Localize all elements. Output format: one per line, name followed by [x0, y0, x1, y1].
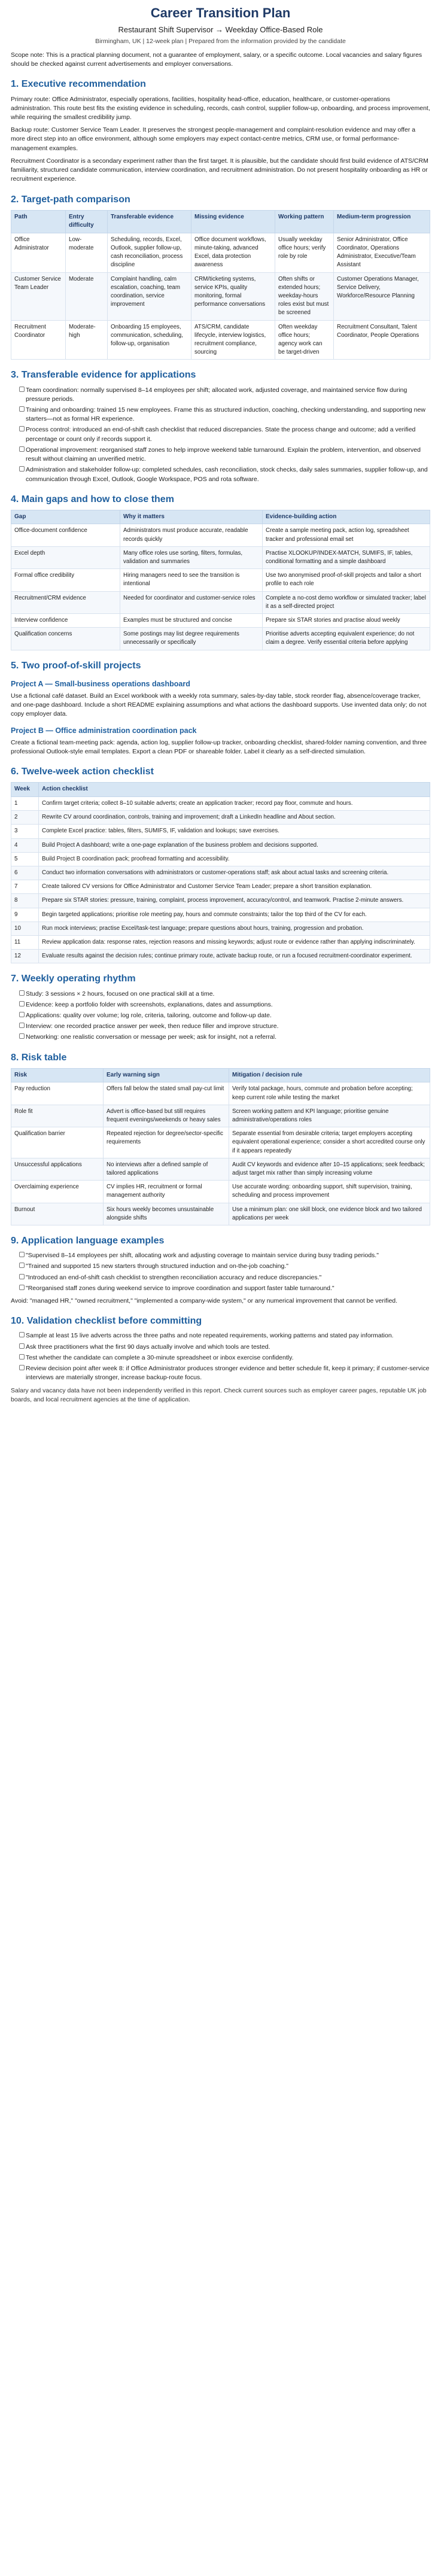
table-header: Early warning sign	[104, 1068, 229, 1082]
table-cell: 6	[11, 866, 39, 880]
table-cell: Six hours weekly becomes unsustainable alongside shifts	[104, 1203, 229, 1225]
checkbox-icon	[19, 1274, 25, 1279]
table-header: Risk	[11, 1068, 104, 1082]
list-item	[19, 1011, 430, 1020]
section-10-heading: 10. Validation checklist before committing	[11, 1316, 202, 1327]
avoid-note: Avoid: "managed HR," "owned recruitment," "implemented a company-wide system," or any numerical improvement that cannot be verified.	[11, 1297, 398, 1304]
list-item-text: Process control: introduced an end-of-shift cash checklist that reduced discrepancies. State the process change and outcome; add a verified percentage or count only if records support it.	[26, 426, 416, 443]
table-header: Path	[11, 210, 66, 233]
project-b-body: Create a fictional team-meeting pack: agenda, action log, supplier follow-up tracker, onboarding checklist, shared-folder naming convention, and three professional Outlook-style email templates. Export a clean PDF or shareable folder. Label it clearly as a self-directed simulation.	[11, 738, 427, 755]
table-row	[11, 811, 430, 825]
list-item	[19, 1284, 430, 1293]
table-cell: Hiring managers need to see the transition is intentional	[120, 569, 263, 591]
table-cell: Needed for coordinator and customer-service roles	[120, 591, 263, 613]
target-path-table	[11, 210, 430, 360]
table-row	[11, 838, 430, 852]
primary-route-paragraph: Primary route: Office Administrator, especially operations, facilities, hospitality head-office, education, healthcare, or customer-operations administration. This route best fits the existing evidence in scheduling, records, cash control, supplier follow-up, onboarding, and process improvement, while requiring the smallest credibility jump.	[11, 95, 430, 121]
list-item-text: Training and onboarding: trained 15 new employees. Frame this as structured induction, coaching, checking understanding, and supporting new starters—not as formal HR experience.	[26, 406, 425, 423]
table-row	[11, 1203, 430, 1225]
table-row	[11, 1181, 430, 1203]
table-header: Gap	[11, 510, 120, 524]
risk-table	[11, 1068, 430, 1225]
list-item-text: "Supervised 8–14 employees per shift, allocating work and adjusting coverage to maintain service during busy trading periods."	[26, 1252, 379, 1260]
table-header: Week	[11, 783, 39, 797]
table-row	[11, 233, 430, 272]
table-header: Evidence-building action	[263, 510, 430, 524]
table-cell: Conduct two information conversations with administrators or customer-operations staff; ask about actual tasks and screening criteria.	[39, 866, 430, 880]
table-cell: Recruitment/CRM evidence	[11, 591, 120, 613]
table-row	[11, 320, 430, 360]
table-cell: Many office roles use sorting, filters, formulas, validation and summaries	[120, 546, 263, 568]
checkbox-icon	[19, 406, 25, 412]
table-cell: Excel depth	[11, 546, 120, 568]
checkbox-icon	[19, 1285, 25, 1290]
table-cell: 9	[11, 908, 39, 921]
table-cell: Confirm target criteria; collect 8–10 suitable adverts; create an application tracker; record pay floor, commute and hours.	[39, 796, 430, 810]
table-cell: Build Project A dashboard; write a one-page explanation of the business problem and decisions supported.	[39, 838, 430, 852]
table-row	[11, 921, 430, 935]
table-header: Entry difficulty	[66, 210, 108, 233]
table-row	[11, 880, 430, 894]
table-cell: Customer Operations Manager, Service Delivery, Workforce/Resource Planning	[334, 272, 430, 320]
list-item-text: Evidence: keep a portfolio folder with screenshots, explanations, dates and assumptions.	[26, 1000, 273, 1008]
checkbox-icon	[19, 426, 25, 431]
table-cell: Offers fall below the stated small pay-cut limit	[104, 1082, 229, 1105]
table-cell: Usually weekday office hours; verify role by role	[275, 233, 334, 272]
table-row	[11, 852, 430, 866]
table-row	[11, 524, 430, 546]
table-cell: Begin targeted applications; prioritise role meeting pay, hours and commute constraints; tailor the top third of the CV for each.	[39, 908, 430, 921]
section-2-heading: 2. Target-path comparison	[11, 194, 130, 205]
list-item-text: "Reorganised staff zones during weekend service to improve coordination and support faster table turnaround."	[26, 1284, 334, 1292]
table-row	[11, 935, 430, 949]
table-row	[11, 1127, 430, 1158]
table-cell: Separate essential from desirable criteria; target employers accepting equivalent operational experience; consider a short accredited course only if it appears repeatedly	[229, 1127, 430, 1158]
validation-checklist	[11, 1331, 430, 1382]
table-cell: CV implies HR, recruitment or formal management authority	[104, 1181, 229, 1203]
table-cell: 7	[11, 880, 39, 894]
table-cell: Create a sample meeting pack, action log, spreadsheet tracker and professional email set	[263, 524, 430, 546]
table-cell: Complete a no-cost demo workflow or simulated tracker; label it as a self-directed project	[263, 591, 430, 613]
table-cell: Examples must be structured and concise	[120, 614, 263, 628]
project-a-body: Use a fictional café dataset. Build an Excel workbook with a weekly rota summary, sales-by-day table, stock reorder flag, absence/coverage tracker, and one-page dashboard. Include a short README explaining assumptions and what actions the dashboard supports. Use invented data only; do not copy employer data.	[11, 692, 427, 718]
table-cell: Unsuccessful applications	[11, 1158, 104, 1180]
table-cell: Formal office credibility	[11, 569, 120, 591]
table-cell: 8	[11, 894, 39, 908]
table-cell: Repeated rejection for degree/sector-specific requirements	[104, 1127, 229, 1158]
table-cell: Burnout	[11, 1203, 104, 1225]
list-item	[19, 1033, 430, 1042]
section-8-heading: 8. Risk table	[11, 1052, 67, 1063]
table-row	[11, 796, 430, 810]
checkbox-icon	[19, 1365, 25, 1370]
list-item	[19, 1251, 430, 1260]
checkbox-icon	[19, 466, 25, 472]
list-item-text: Review decision point after week 8: if Office Administrator produces stronger evidence and better schedule fit, keep it primary; if customer-service interviews are materially stronger, increase backup-route focus.	[26, 1365, 430, 1382]
checkbox-icon	[19, 1343, 25, 1349]
table-cell: Qualification barrier	[11, 1127, 104, 1158]
table-row	[11, 1082, 430, 1105]
table-cell: Qualification concerns	[11, 628, 120, 650]
list-item	[19, 425, 430, 443]
table-cell: Often shifts or extended hours; weekday-hours roles exist but must be screened	[275, 272, 334, 320]
table-cell: Screen working pattern and KPI language; prioritise genuine administrative/operations roles	[229, 1105, 430, 1127]
table-cell: Senior Administrator, Office Coordinator, Operations Administrator, Executive/Team Assistant	[334, 233, 430, 272]
table-cell: Use a minimum plan: one skill block, one evidence block and two tailored applications per week	[229, 1203, 430, 1225]
list-item-text: Networking: one realistic conversation or message per week; ask for insight, not a referral.	[26, 1033, 277, 1041]
table-cell: No interviews after a defined sample of tailored applications	[104, 1158, 229, 1180]
checkbox-icon	[19, 1012, 25, 1017]
section-9-heading: 9. Application language examples	[11, 1235, 165, 1246]
list-item	[19, 446, 430, 464]
table-cell: Moderate	[66, 272, 108, 320]
table-cell: Run mock interviews; practise Excel/task-test language; prepare questions about hours, training, progression and probation.	[39, 921, 430, 935]
table-cell: Recruitment Consultant, Talent Coordinator, People Operations	[334, 320, 430, 360]
table-header: Transferable evidence	[108, 210, 191, 233]
project-b-heading: Project B — Office administration coordination pack	[11, 726, 197, 735]
table-row	[11, 825, 430, 838]
table-row	[11, 614, 430, 628]
list-item	[19, 386, 430, 404]
list-item	[19, 1354, 430, 1362]
table-cell: Advert is office-based but still requires frequent evenings/weekends or heavy sales	[104, 1105, 229, 1127]
table-cell: Moderate-high	[66, 320, 108, 360]
table-header: Why it matters	[120, 510, 263, 524]
checkbox-icon	[19, 1252, 25, 1257]
table-cell: Prioritise adverts accepting equivalent experience; do not claim a degree. Verify essential criteria before applying	[263, 628, 430, 650]
table-cell: Complete Excel practice: tables, filters, SUMIFS, IF, validation and lookups; save exercises.	[39, 825, 430, 838]
checkbox-icon	[19, 387, 25, 392]
list-item	[19, 1364, 430, 1382]
list-item-text: Ask three practitioners what the first 90 days actually involve and which tools are tested.	[26, 1343, 270, 1351]
section-6-heading: 6. Twelve-week action checklist	[11, 767, 154, 777]
table-cell: Evaluate results against the decision rules; continue primary route, activate backup route, or run a focused recruitment-coordinator experiment.	[39, 950, 430, 963]
table-row	[11, 628, 430, 650]
table-cell: 2	[11, 811, 39, 825]
checkbox-icon	[19, 1332, 25, 1337]
backup-route-paragraph: Backup route: Customer Service Team Leader. It preserves the strongest people-management and complaint-resolution evidence and may offer a more direct step into an office environment, although some employers may expect contact-centre metrics, CRM use, or formal performance-management examples.	[11, 126, 416, 152]
table-row	[11, 1158, 430, 1180]
table-cell: Often weekday office hours; agency work can be target-driven	[275, 320, 334, 360]
gaps-table	[11, 510, 430, 650]
checkbox-icon	[19, 1033, 25, 1039]
footer-note: Salary and vacancy data have not been independently verified in this report. Check current sources such as employer career pages, reputable UK job boards, and local recruitment agencies at the time of application.	[11, 1386, 427, 1403]
table-row	[11, 569, 430, 591]
transferable-evidence-list	[11, 386, 430, 484]
secondary-route-paragraph: Recruitment Coordinator is a secondary experiment rather than the first target. It is plausible, but the candidate should first build evidence of ATS/CRM familiarity, structured candidate communication, interview coordination, and recruitment administration. Do not present hospitality onboarding as HR or recruitment experience.	[11, 157, 428, 183]
application-language-list	[11, 1251, 430, 1293]
table-cell: 3	[11, 825, 39, 838]
weekly-rhythm-list	[11, 990, 430, 1042]
table-cell: Customer Service Team Leader	[11, 272, 66, 320]
list-item-text: Interview: one recorded practice answer per week, then reduce filler and improve structure.	[26, 1023, 279, 1030]
table-cell: Complaint handling, calm escalation, coaching, team coordination, service improvement	[108, 272, 191, 320]
page-subtitle: Restaurant Shift Supervisor → Weekday Office-Based Role	[118, 25, 323, 34]
list-item-text: "Introduced an end-of-shift cash checklist to strengthen reconciliation accuracy and reduce discrepancies."	[26, 1273, 322, 1281]
table-header: Medium-term progression	[334, 210, 430, 233]
table-cell: Office-document confidence	[11, 524, 120, 546]
table-cell: Rewrite CV around coordination, controls, training and improvement; draft a LinkedIn headline and About section.	[39, 811, 430, 825]
table-header: Missing evidence	[191, 210, 275, 233]
checkbox-icon	[19, 1354, 25, 1360]
table-cell: Administrators must produce accurate, readable records quickly	[120, 524, 263, 546]
list-item-text: Study: 3 sessions × 2 hours, focused on one practical skill at a time.	[26, 990, 215, 997]
table-row	[11, 950, 430, 963]
list-item-text: Administration and stakeholder follow-up: completed schedules, cash reconciliation, stock checks, daily sales summaries, supplier follow-up, and communication through Excel, Outlook, Google Workspace, POS and rota software.	[26, 466, 428, 483]
checkbox-icon	[19, 446, 25, 452]
list-item	[19, 1273, 430, 1282]
table-cell: Review application data: response rates, rejection reasons and missing keywords; adjust route or evidence rather than applying indiscriminately.	[39, 935, 430, 949]
table-cell: Recruitment Coordinator	[11, 320, 66, 360]
list-item	[19, 990, 430, 999]
table-cell: 4	[11, 838, 39, 852]
table-cell: Use accurate wording: onboarding support, shift supervision, training, scheduling and process improvement	[229, 1181, 430, 1203]
section-4-heading: 4. Main gaps and how to close them	[11, 494, 174, 504]
list-item	[19, 406, 430, 424]
table-cell: Onboarding 15 employees, communication, scheduling, follow-up, organisation	[108, 320, 191, 360]
table-row	[11, 591, 430, 613]
table-cell: 12	[11, 950, 39, 963]
table-cell: 5	[11, 852, 39, 866]
table-row	[11, 1105, 430, 1127]
table-cell: Practise XLOOKUP/INDEX-MATCH, SUMIFS, IF, tables, conditional formatting and a simple dashboard	[263, 546, 430, 568]
table-header: Mitigation / decision rule	[229, 1068, 430, 1082]
table-cell: 11	[11, 935, 39, 949]
table-cell: Use two anonymised proof-of-skill projects and tailor a short profile to each role	[263, 569, 430, 591]
table-cell: CRM/ticketing systems, service KPIs, quality monitoring, formal performance conversations	[191, 272, 275, 320]
table-cell: Interview confidence	[11, 614, 120, 628]
page-meta: Birmingham, UK | 12-week plan | Prepared from the information provided by the candidate	[95, 37, 346, 45]
table-cell: Prepare six STAR stories and practise aloud weekly	[263, 614, 430, 628]
list-item-text: Sample at least 15 live adverts across the three paths and note repeated requirements, working patterns and stated pay information.	[26, 1332, 394, 1340]
page-title: Career Transition Plan	[150, 5, 291, 20]
table-cell: Role fit	[11, 1105, 104, 1127]
list-item-text: Test whether the candidate can complete a 30-minute spreadsheet or inbox exercise confidently.	[26, 1354, 294, 1361]
project-a-heading: Project A — Small-business operations dashboard	[11, 679, 190, 688]
table-row	[11, 272, 430, 320]
table-cell: Office document workflows, minute-taking, advanced Excel, data protection awareness	[191, 233, 275, 272]
table-cell: Prepare six STAR stories: pressure, training, complaint, process improvement, accuracy/control, and teamwork. Practise 2-minute answers.	[39, 894, 430, 908]
table-cell: Pay reduction	[11, 1082, 104, 1105]
section-7-heading: 7. Weekly operating rhythm	[11, 974, 136, 984]
list-item-text: "Trained and supported 15 new starters through structured induction and on-the-job coaching."	[26, 1263, 289, 1270]
table-row	[11, 866, 430, 880]
list-item-text: Operational improvement: reorganised staff zones to help improve weekend table turnaround. Explain the problem, intervention, and observed result without claiming an unverified metric.	[26, 446, 421, 463]
table-cell: Verify total package, hours, commute and probation before accepting; keep current role while testing the market	[229, 1082, 430, 1105]
table-cell: Office Administrator	[11, 233, 66, 272]
section-5-heading: 5. Two proof-of-skill projects	[11, 660, 141, 671]
section-3-heading: 3. Transferable evidence for applications	[11, 370, 196, 381]
table-row	[11, 546, 430, 568]
table-header: Action checklist	[39, 783, 430, 797]
action-checklist-table	[11, 782, 430, 963]
table-row	[11, 894, 430, 908]
table-cell: Some postings may list degree requirements unnecessarily or specifically	[120, 628, 263, 650]
table-cell: Build Project B coordination pack; proofread formatting and accessibility.	[39, 852, 430, 866]
list-item	[19, 1000, 430, 1009]
table-cell: Scheduling, records, Excel, Outlook, supplier follow-up, cash reconciliation, process discipline	[108, 233, 191, 272]
table-cell: ATS/CRM, candidate lifecycle, interview logistics, recruitment compliance, sourcing	[191, 320, 275, 360]
table-cell: Audit CV keywords and evidence after 10–15 applications; seek feedback; adjust target mix rather than simply increasing volume	[229, 1158, 430, 1180]
list-item	[19, 1343, 430, 1352]
checkbox-icon	[19, 990, 25, 996]
list-item-text: Team coordination: normally supervised 8–14 employees per shift; allocated work, adjusted coverage, and maintained service flow during pressure periods.	[26, 386, 407, 403]
table-header: Working pattern	[275, 210, 334, 233]
list-item	[19, 1331, 430, 1340]
table-row	[11, 908, 430, 921]
checkbox-icon	[19, 1263, 25, 1268]
table-cell: Overclaiming experience	[11, 1181, 104, 1203]
list-item	[19, 1262, 430, 1271]
checkbox-icon	[19, 1023, 25, 1028]
list-item-text: Applications: quality over volume; log role, criteria, tailoring, outcome and follow-up date.	[26, 1011, 272, 1019]
table-cell: 1	[11, 796, 39, 810]
checkbox-icon	[19, 1001, 25, 1006]
table-cell: Create tailored CV versions for Office Administrator and Customer Service Team Leader; prepare a short transition explanation.	[39, 880, 430, 894]
section-1-heading: 1. Executive recommendation	[11, 79, 146, 90]
table-cell: Low-moderate	[66, 233, 108, 272]
list-item	[19, 466, 430, 483]
table-cell: 10	[11, 921, 39, 935]
scope-note: Scope note: This is a practical planning document, not a guarantee of employment, salary, or a specific outcome. Local vacancies and salary figures should be checked against current advertisements and employer conversations.	[11, 51, 422, 68]
list-item	[19, 1022, 430, 1031]
